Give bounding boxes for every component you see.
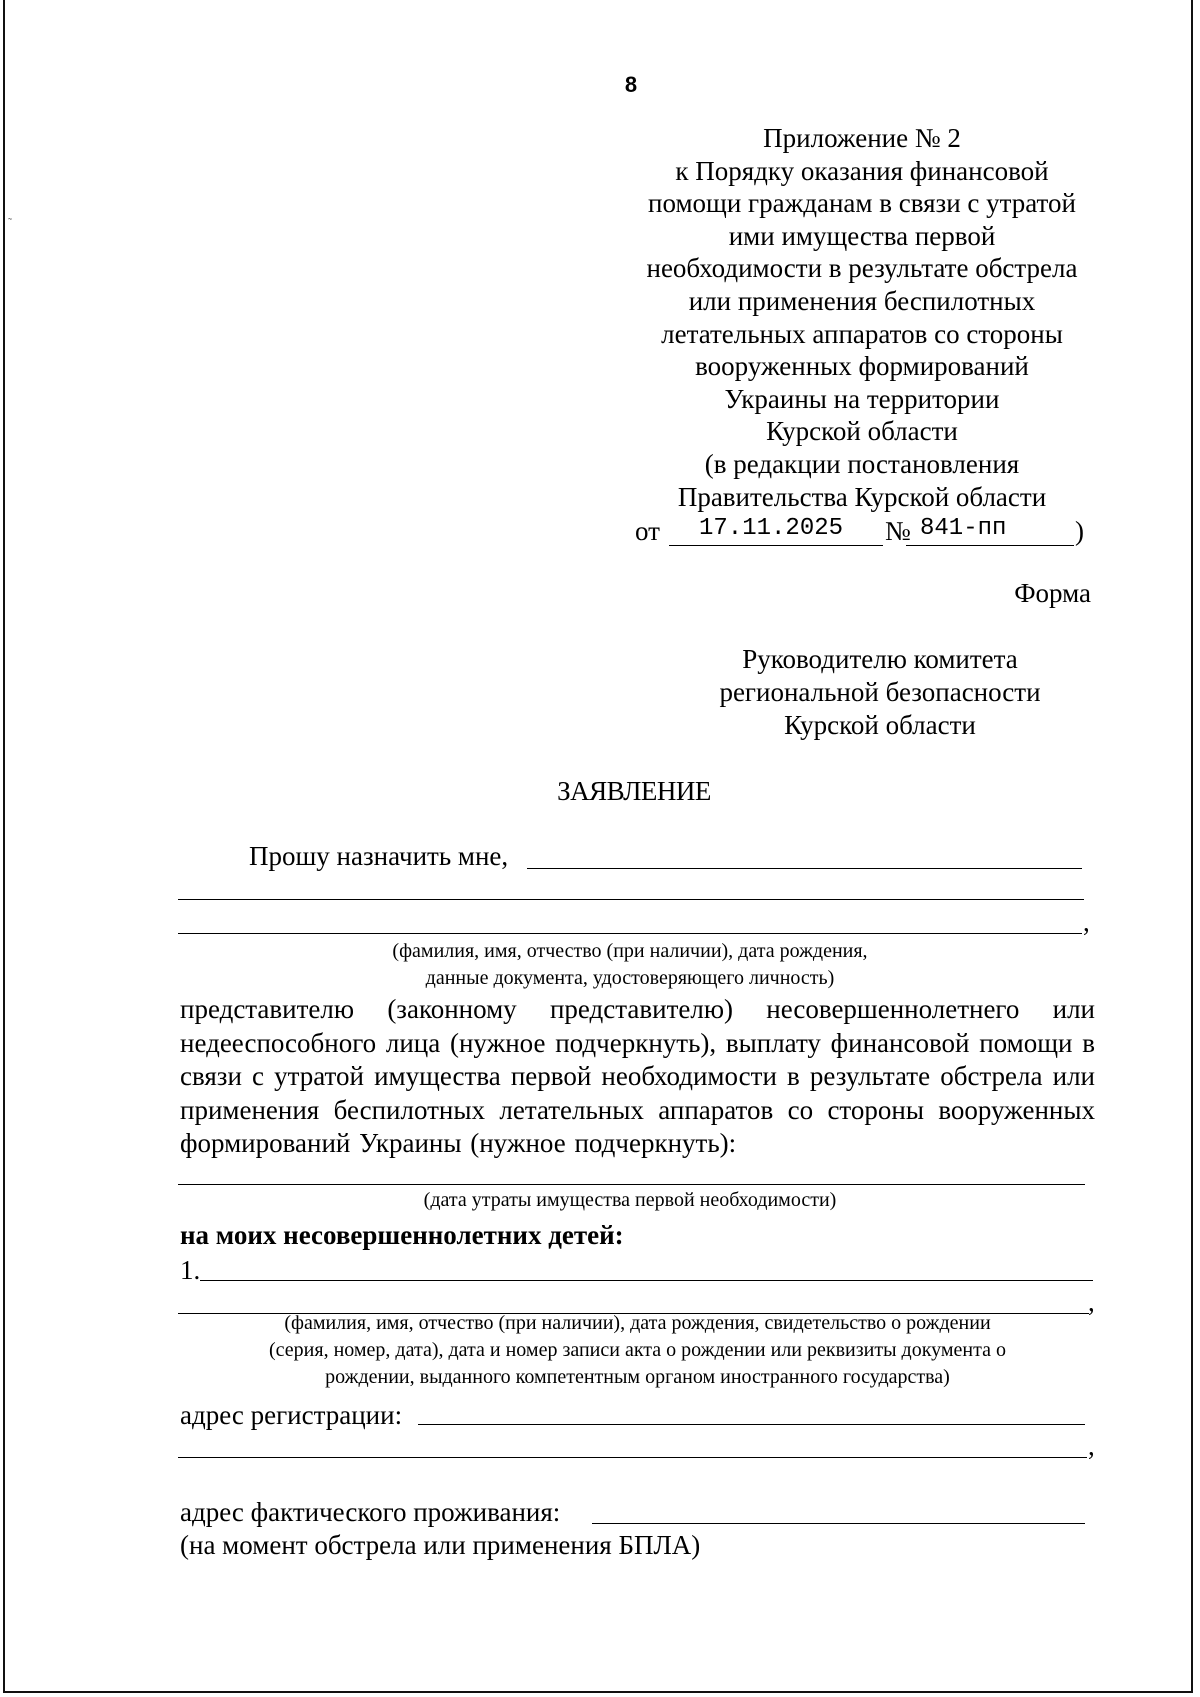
children-heading: на моих несовершеннолетних детей:: [180, 1220, 624, 1250]
caption-line: (серия, номер, дата), дата и номер записи акта о рождении или реквизиты документа о: [269, 1339, 1006, 1361]
annex-line: летательных аппаратов со стороны: [661, 318, 1063, 349]
child-item-number: 1.: [180, 1255, 201, 1285]
annex-line: Приложение № 2: [763, 123, 961, 153]
caption-line: (фамилия, имя, отчество (при наличии), дата рождения,: [392, 940, 868, 962]
addressee-block: [695, 643, 1065, 742]
comma: ,: [1088, 1287, 1095, 1317]
number-field: [906, 512, 1074, 546]
actual-address-note: (на момент обстрела или применения БПЛА): [180, 1530, 701, 1560]
ot-label: от: [635, 516, 660, 546]
annex-line: Украины на территории: [724, 383, 1000, 414]
annex-line: необходимости в результате обстрела: [646, 253, 1078, 284]
addressee-line: региональной безопасности: [719, 677, 1041, 707]
date-field: [669, 512, 883, 546]
request-lead: Прошу назначить мне,: [249, 841, 509, 871]
loss-date-caption: (дата утраты имущества первой необходимости): [423, 1189, 837, 1211]
caption-line: данные документа, удостоверяющего личность): [425, 967, 835, 989]
caption-line: рождении, выданного компетентным органом иностранного государства): [325, 1366, 950, 1388]
child-caption: [180, 1310, 1095, 1391]
applicant-name-field[interactable]: [527, 868, 1082, 869]
addressee-line: Курской области: [784, 710, 976, 740]
annex-line: помощи гражданам в связи с утратой: [648, 188, 1076, 219]
addressee-line: Руководителю комитета: [742, 644, 1018, 674]
comma: ,: [1088, 1431, 1095, 1461]
number-sign: №: [885, 516, 911, 546]
close-paren: ): [1075, 516, 1084, 546]
actual-address-label: адрес фактического проживания:: [180, 1497, 561, 1527]
annex-line: Правительства Курской области: [677, 481, 1047, 512]
annex-line: вооруженных формирований: [695, 351, 1029, 382]
comma: ,: [1083, 907, 1090, 937]
annex-line: к Порядку оказания финансовой: [675, 155, 1049, 186]
annex-line: ими имущества первой: [728, 220, 996, 251]
annex-block: [627, 122, 1097, 513]
annex-line: (в редакции постановления: [704, 448, 1020, 479]
page-number: 8: [624, 72, 638, 97]
document-title: ЗАЯВЛЕНИЕ: [557, 776, 711, 806]
body-paragraph: представителю (законному представителю) несовершеннолетнего или недееспособного лица (нужное подчеркнуть), выплату финансовой помощи в связи с утратой имущества первой необходимости в результате обстрела или применения беспилотных летательных аппаратов со стороны вооруженных формирований Украины (нужное подчеркнуть):: [180, 994, 1095, 1158]
applicant-caption: [180, 938, 1080, 992]
date-value: 17.11.2025: [699, 515, 844, 542]
resolution-date-line: [633, 512, 1103, 548]
annex-line: или применения беспилотных: [688, 285, 1036, 316]
applicant-name-field-line3[interactable]: [178, 933, 1082, 934]
registration-address-field[interactable]: [418, 1424, 1085, 1425]
actual-address-field[interactable]: [592, 1523, 1085, 1524]
annex-line: Курской области: [766, 416, 958, 447]
margin-mark: ˜: [8, 215, 12, 229]
registration-address-field-line2[interactable]: [178, 1457, 1087, 1458]
child-info-field[interactable]: [200, 1280, 1093, 1281]
loss-date-field[interactable]: [178, 1184, 1085, 1185]
applicant-name-field-line2[interactable]: [178, 899, 1084, 900]
form-label: Форма: [1014, 578, 1091, 608]
number-value: 841-пп: [920, 515, 1007, 542]
caption-line: (фамилия, имя, отчество (при наличии), дата рождения, свидетельство о рождении: [284, 1312, 991, 1334]
registration-label: адрес регистрации:: [180, 1400, 403, 1430]
